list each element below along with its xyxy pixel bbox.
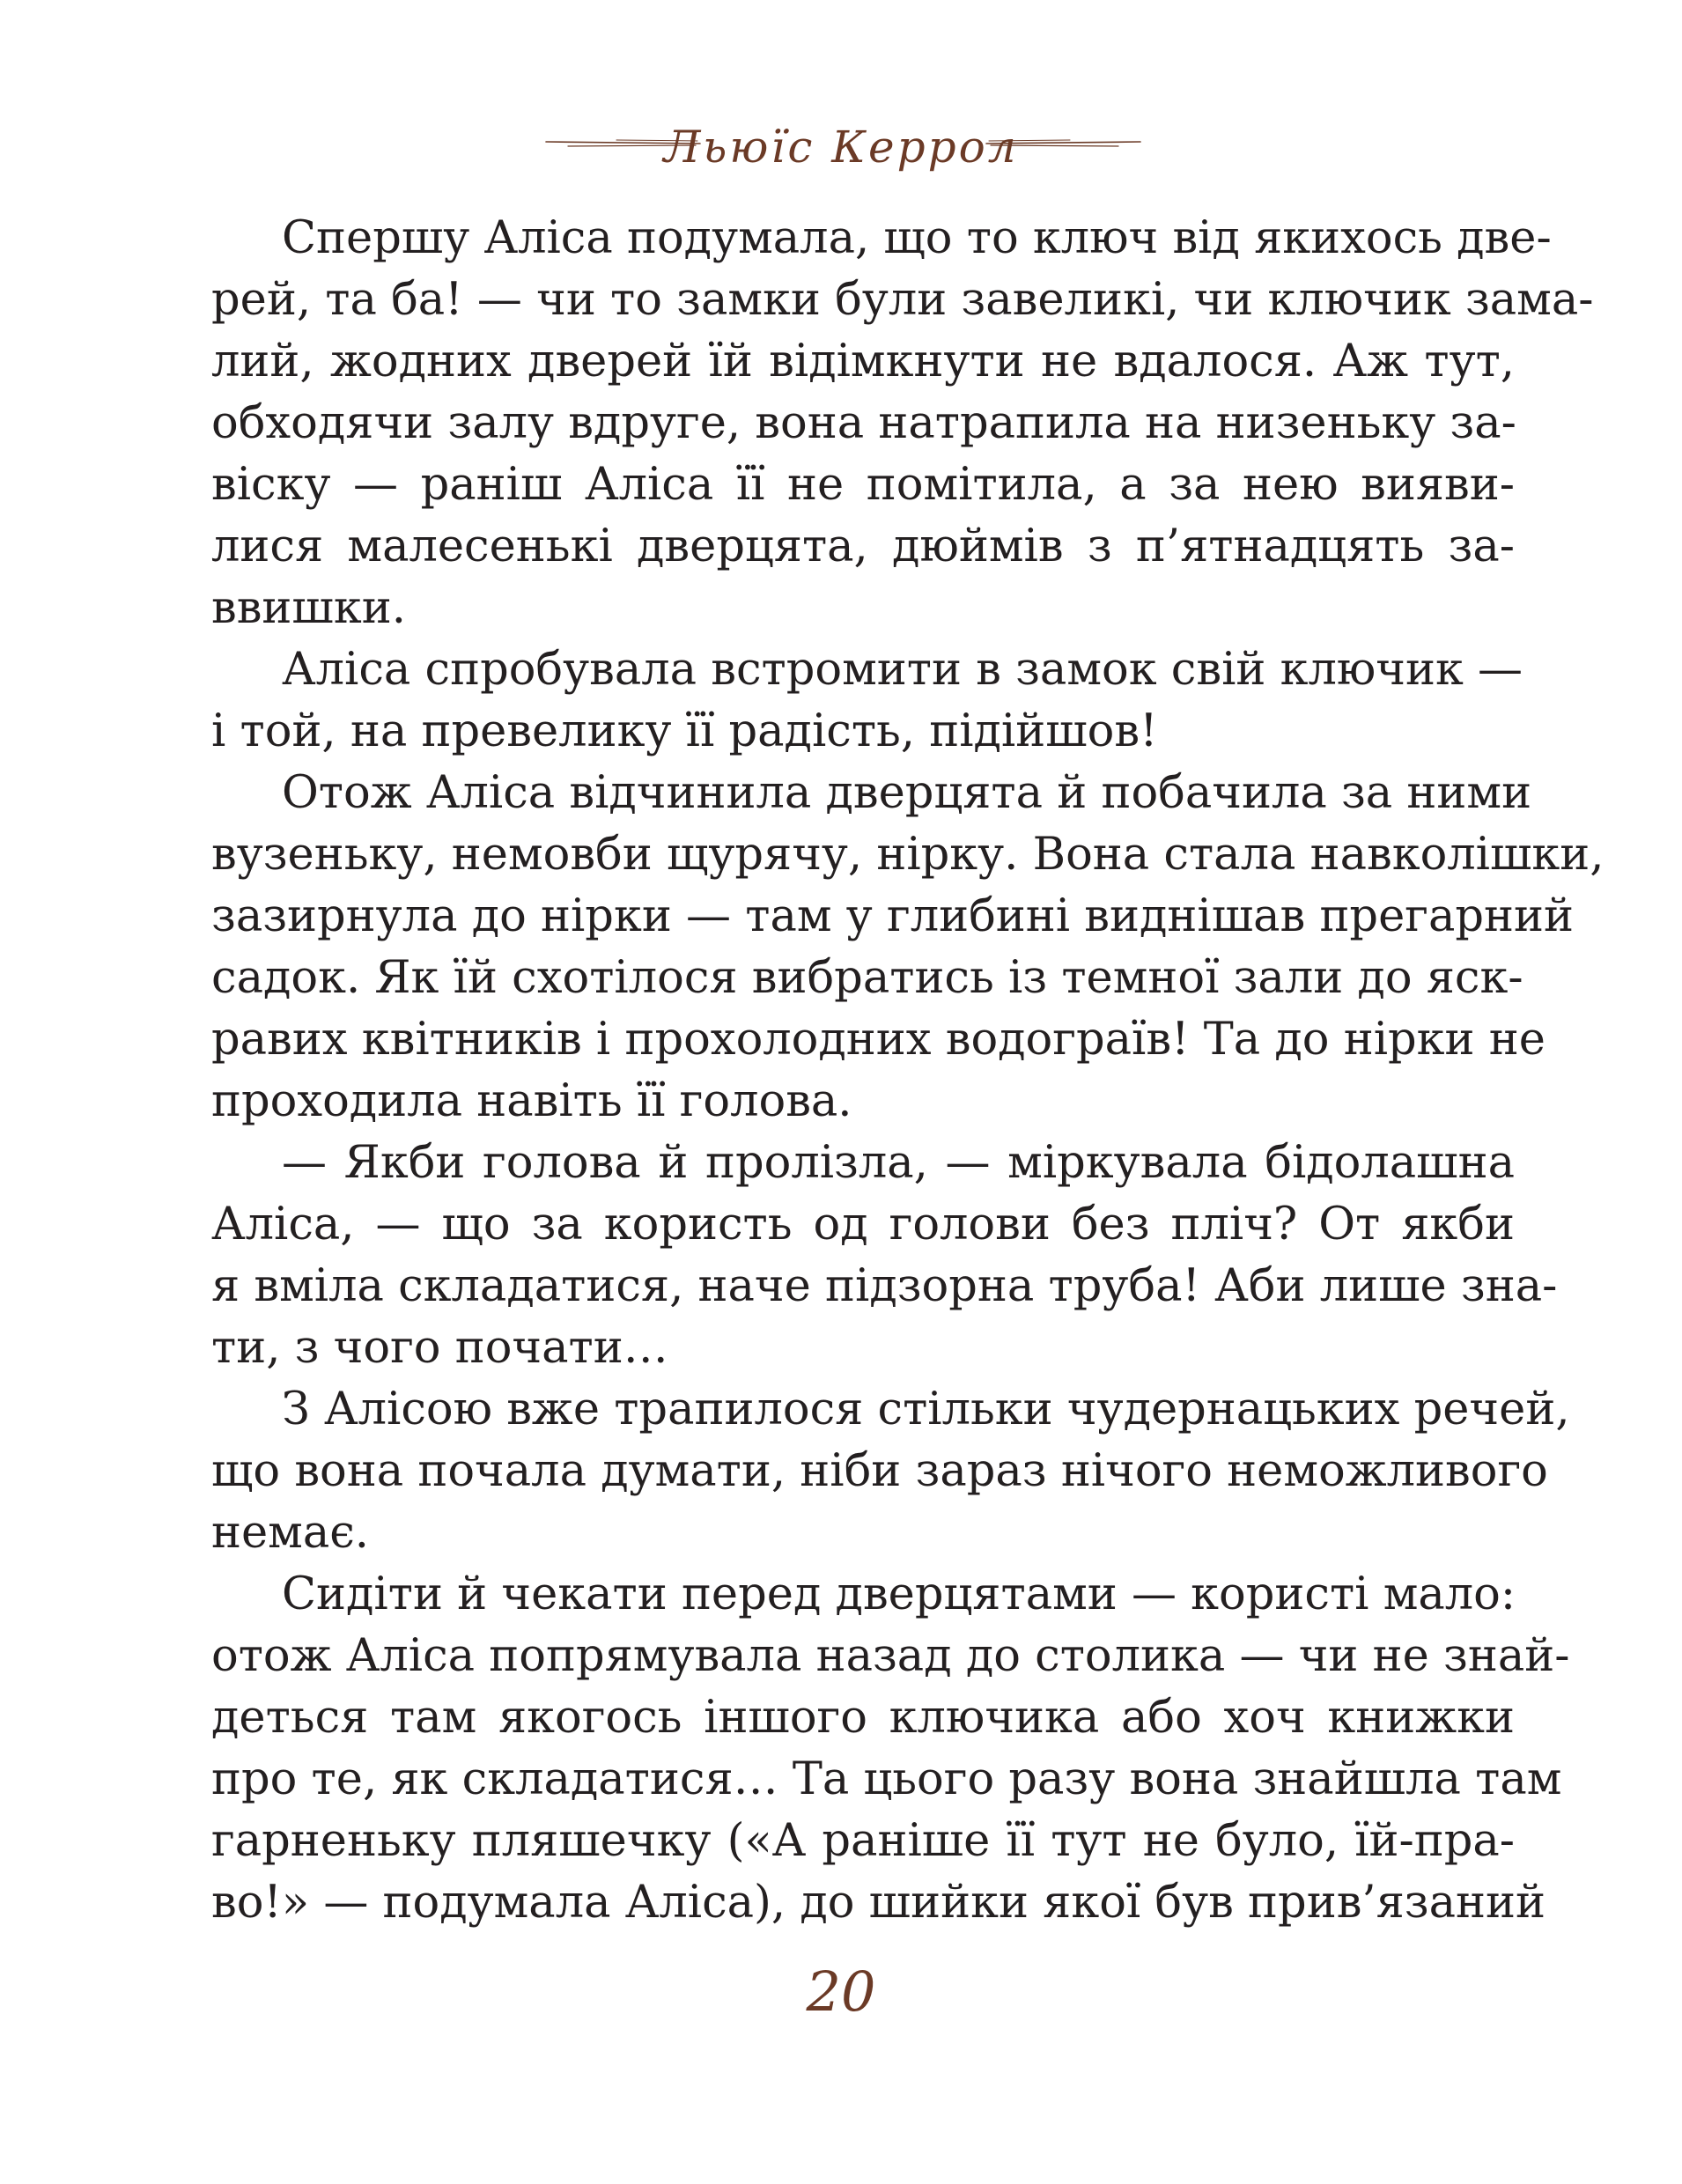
text-line: равих квітників і прохолодних водограїв! Та до нірки не [211, 1014, 1546, 1066]
text-line: лий, жодних дверей їй відімкнути не вдалося. Аж тут, [211, 336, 1515, 387]
text-line: лися малесенькі дверцята, дюймів з п’ятнадцять за- [211, 520, 1515, 572]
text-line: З Алісою вже трапилося стільки чудернацьких речей, [282, 1383, 1570, 1435]
text-line: — Якби голова й пролізла, — міркувала бідолашна [282, 1137, 1515, 1189]
paragraph [211, 1379, 1570, 1564]
text-line: Сидіти й чекати перед дверцятами — користі мало: [282, 1568, 1516, 1620]
text-line: немає. [211, 1507, 370, 1559]
paragraph [211, 639, 1523, 763]
page-number: 20 [806, 1959, 876, 2024]
paragraph [211, 1564, 1570, 1934]
author-name: Льюїс Керрол [663, 122, 1019, 173]
text-line: віску — раніш Аліса її не помітила, а за нею вияви- [211, 459, 1515, 511]
text-line: гарненьку пляшечку («А раніше її тут не було, їй-пра- [211, 1815, 1515, 1867]
text-line: отож Аліса попрямувала назад до столика — чи не знай- [211, 1630, 1570, 1682]
text-line: обходячи залу вдруге, вона натрапила на низеньку за- [211, 397, 1516, 449]
text-line: я вміла складатися, наче підзорна труба! Аби лише зна- [211, 1260, 1558, 1312]
text-line: Аліса спробувала встромити в замок свій ключик — [282, 644, 1523, 696]
running-header [0, 114, 1682, 176]
text-line: ввишки. [211, 582, 406, 634]
text-line: Отож Аліса відчинила дверцята й побачила за ними [282, 767, 1532, 819]
text-line: і той, на превелику її радість, підійшов! [211, 705, 1158, 757]
text-line: що вона почала думати, ніби зараз нічого неможливого [211, 1445, 1548, 1497]
text-line: проходила навіть її голова. [211, 1075, 852, 1127]
text-line: Аліса, — що за користь од голови без пліч? От якби [211, 1199, 1515, 1251]
body-text [211, 208, 1605, 1934]
text-line: Спершу Аліса подумала, що то ключ від якихось две- [282, 212, 1552, 264]
text-line: вузеньку, немовби щурячу, нірку. Вона стала навколішки, [211, 829, 1605, 881]
paragraph [211, 763, 1605, 1133]
text-line: во!» — подумала Аліса), до шийки якої був прив’язаний [211, 1877, 1546, 1929]
text-line: деться там якогось іншого ключика або хоч книжки [211, 1692, 1515, 1744]
text-line: зазирнула до нірки — там у глибині виднішав прегарний [211, 890, 1575, 942]
paragraph [211, 1133, 1558, 1379]
text-line: рей, та ба! — чи то замки були завеликі, чи ключик зама- [211, 274, 1594, 326]
text-line: садок. Як їй схотілося вибратись із темної зали до яск- [211, 952, 1523, 1004]
text-line: ти, з чого почати… [211, 1322, 668, 1374]
paragraph [211, 208, 1594, 639]
text-line: про те, як складатися… Та цього разу вона знайшла там [211, 1753, 1562, 1805]
